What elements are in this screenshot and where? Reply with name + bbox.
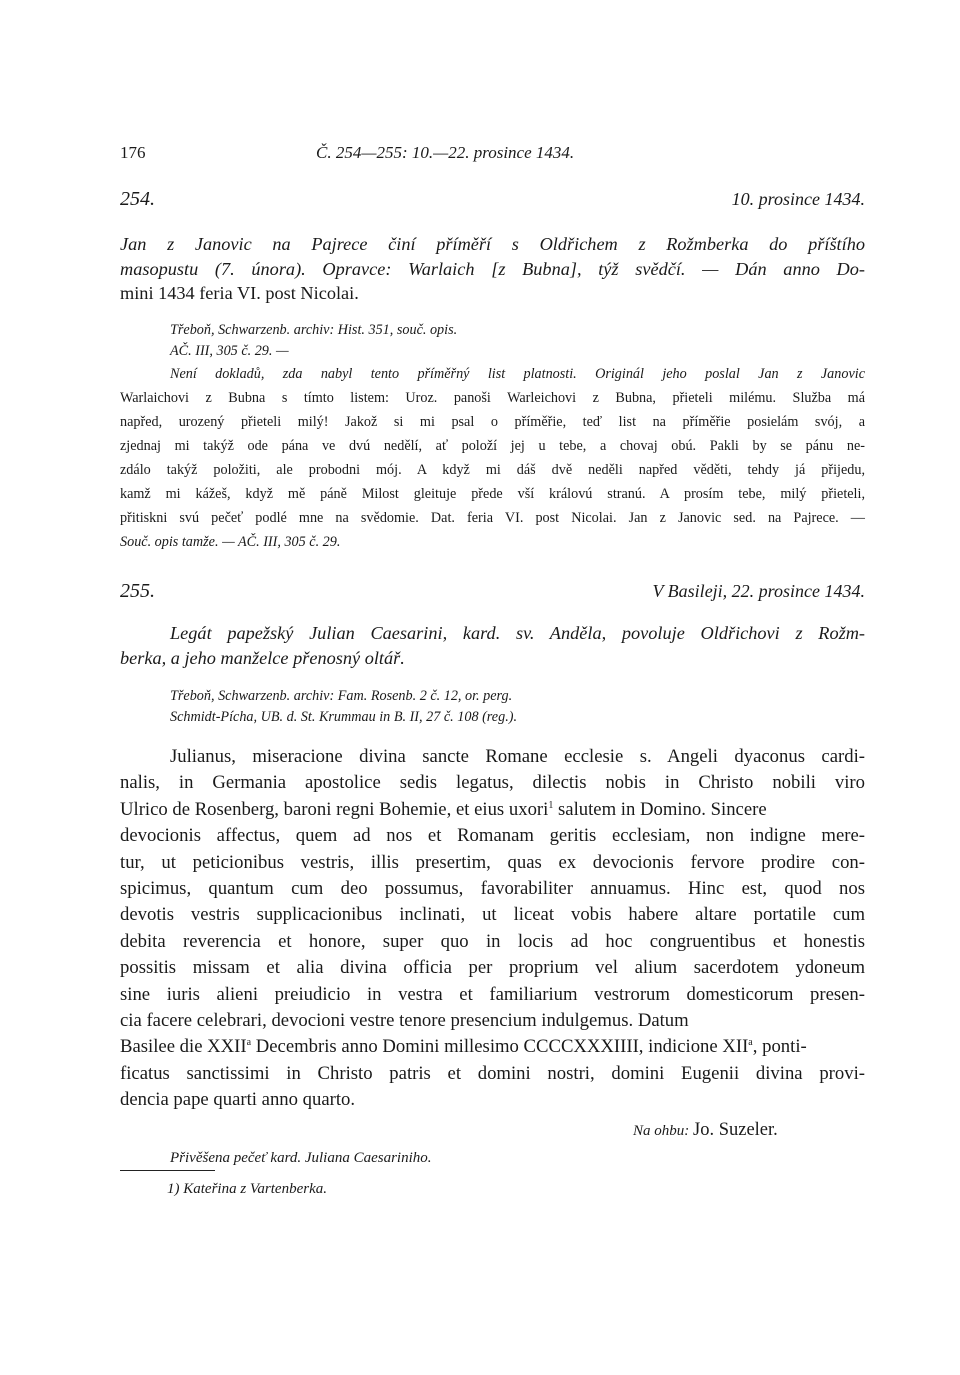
- latin-line: sine iuris alieni preiudicio in vestra et familiarium vestrorum domesticorum presen-: [120, 983, 865, 1005]
- commentary-line: zjednaj mi takýž ode pána ve dvú nedělí, ať položí jej u tebe, a chovaj obú. Pakli by se pánu ne-: [120, 438, 865, 454]
- latin-line: tur, ut peticionibus vestris, illis presertim, quas ex devocionis fervore prodire con-: [120, 851, 865, 873]
- superscript: a: [246, 1037, 252, 1049]
- regest-line: Legát papežský Julian Caesarini, kard. sv. Anděla, povoluje Oldřichovi z Rožm-: [170, 623, 865, 643]
- latin-line: dencia pape quarti anno quarto.: [120, 1089, 356, 1111]
- latin-line-tail: salutem in Domino. Sincere: [558, 798, 767, 820]
- latin-line: spicimus, quantum cum deo possumus, favorabiliter annuamus. Hinc est, quod nos: [120, 878, 865, 900]
- source-line: AČ. III, 305 č. 29. —: [170, 343, 289, 359]
- footnote: 1) Kateřina z Vartenberka.: [167, 1181, 327, 1197]
- source-line: Schmidt-Pícha, UB. d. St. Krummau in B. II, 27 č. 108 (reg.).: [170, 709, 518, 725]
- latin-line: [120, 1008, 865, 1034]
- latin-text: [120, 744, 865, 1114]
- commentary-line: napřed, urozený přieteli milý! Jakož si mi psal o příměřie, teď list na příměřie posielám svój, a: [120, 414, 865, 430]
- doc-254-date: 10. prosince 1434.: [731, 189, 865, 209]
- seal-note: Přivěšena pečeť kard. Juliana Caesariniho.: [170, 1150, 432, 1166]
- latin-line: nalis, in Germania apostolice sedis legatus, dilectis nobis in Christo nobili viro: [120, 772, 865, 794]
- running-header: [120, 143, 865, 163]
- latin-line: [120, 1034, 865, 1060]
- fold-endorsement: [633, 1120, 778, 1141]
- latin-line: debita reverencia et honore, super quo in locis ad hoc congruentibus et honestis: [120, 930, 865, 952]
- doc-254-commentary: [120, 362, 865, 554]
- footnote-rule: [120, 1170, 215, 1171]
- latin-line: possitis missam et alia divina officia per proprium vel alium sacerdotem ydoneum: [120, 957, 865, 979]
- doc-254-regest: [120, 232, 865, 306]
- header-range: Č. 254—255: 10.—22. prosince 1434.: [316, 143, 575, 162]
- source-line: Třeboň, Schwarzenb. archiv: Fam. Rosenb. 2 č. 12, or. perg.: [170, 688, 513, 704]
- doc-255-regest: [120, 621, 865, 670]
- page-number: 176: [120, 143, 146, 162]
- superscript: a: [748, 1037, 753, 1049]
- doc-254-heading: [120, 188, 865, 211]
- commentary-line: Warlaichovi z Bubna s tímto listem: Uroz. panoši Warleichovi z Bubna, přieteli milému. Služba má: [120, 390, 865, 406]
- doc-254-number: 254.: [120, 188, 155, 210]
- latin-line-text: cia facere celebrari, devocioni vestre tenore presencium indulgemus.: [120, 1010, 634, 1032]
- regest-line: berka, a jeho manželce přenosný oltář.: [120, 647, 405, 668]
- fold-label: Na ohbu:: [633, 1123, 690, 1139]
- fold-signature: Jo. Suzeler.: [693, 1120, 778, 1140]
- regest-line: mini 1434 feria VI. post Nicolai.: [120, 283, 359, 303]
- commentary-line: Není dokladů, zda nabyl tento příměřný list platnosti. Originál jeho poslal Jan z Janovic: [170, 366, 865, 382]
- commentary-line: kamž mi kážeš, když mě páně Milost gleituje přede vší královú stranú. A prosím tebe, milý přieteli,: [120, 486, 865, 502]
- commentary-line: přitiskni svú pečeť podlé mne na svědomie. Dat. feria VI. post Nicolai. Jan z Janovic sed. na Pajrece. —: [120, 510, 865, 526]
- latin-line-text: Decembris anno Domini millesimo CCCCXXXIIII, indicione XII: [251, 1036, 749, 1058]
- latin-line: devotis vestris supplicacionibus inclinati, ut liceat vobis habere altare portatile cum: [120, 904, 865, 926]
- commentary-line: zdálo takýž položiti, ale probodni mój. A když mi dáš dvě neděli napřed věděti, tehdy já přijedu,: [120, 462, 865, 478]
- doc-254-sources: [170, 320, 457, 362]
- doc-255-number: 255.: [120, 580, 155, 602]
- footnote-ref: 1: [548, 799, 554, 811]
- regest-line: Jan z Janovic na Pajrece činí příměří s Oldřichem z Rožmberka do příštího: [120, 234, 865, 254]
- latin-line-text: Ulrico de Rosenberg, baroni regni Bohemie, et eius uxori: [120, 798, 549, 820]
- latin-line: devocionis affectus, quem ad nos et Romanam geritis ecclesiam, non indigne mere-: [120, 825, 865, 847]
- latin-line-text: Basilee die XXII: [120, 1036, 247, 1058]
- commentary-line: Souč. opis tamže. — AČ. III, 305 č. 29.: [120, 534, 341, 550]
- regest-line: masopustu (7. února). Opravce: Warlaich [z Bubna], týž svědčí. — Dán anno Do-: [120, 258, 865, 279]
- latin-line-text: , ponti-: [752, 1036, 807, 1058]
- doc-255-heading: [120, 580, 865, 603]
- source-line: Třeboň, Schwarzenb. archiv: Hist. 351, souč. opis.: [170, 322, 458, 338]
- latin-line: ficatus sanctissimi in Christo patris et domini nostri, domini Eugenii divina provi-: [120, 1062, 865, 1084]
- doc-255-sources: [170, 686, 517, 728]
- latin-line: Julianus, miseracione divina sancte Romane ecclesie s. Angeli dyaconus cardi-: [170, 746, 865, 767]
- latin-line: [120, 797, 865, 823]
- datum-word: Datum: [637, 1010, 689, 1032]
- doc-255-date: V Basileji, 22. prosince 1434.: [652, 581, 865, 601]
